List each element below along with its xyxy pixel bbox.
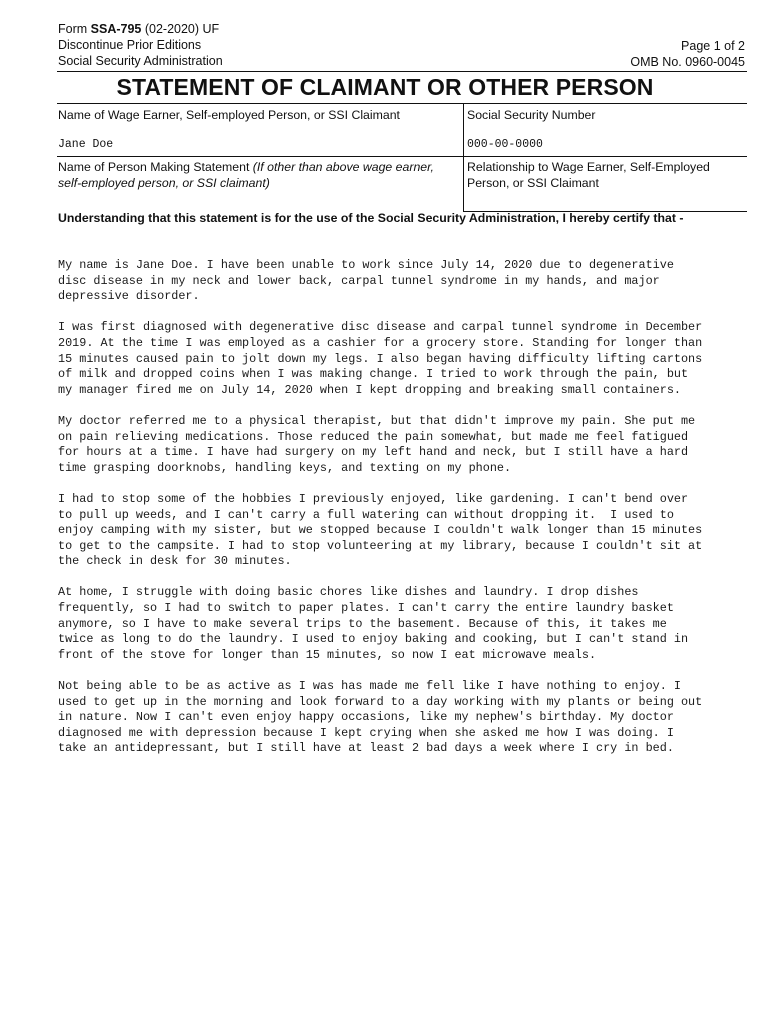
form-edition: (02-2020) UF bbox=[141, 22, 220, 36]
person-label-note: (If other than above wage earner, self-employed person, or SSI claimant) bbox=[58, 160, 434, 190]
person-label-text: Name of Person Making Statement bbox=[58, 160, 253, 174]
person-making-statement-label bbox=[58, 159, 453, 191]
row-divider bbox=[57, 156, 747, 157]
header-divider bbox=[57, 71, 747, 72]
form-header-left bbox=[58, 21, 223, 69]
statement-paragraph: My doctor referred me to a physical therapist, but that didn't improve my pain. She put me on pain relieving medications. Those reduced the pain somewhat, but made me feel fatigued for hours at a time. I have had surgery on my left hand and neck, but I still have a hard time grasping doorknobs, handling keys, and texting on my phone. bbox=[58, 413, 696, 475]
certification-statement: Understanding that this statement is for the use of the Social Security Administration, I hereby certify that - bbox=[58, 211, 684, 225]
wage-earner-field[interactable]: Jane Doe bbox=[58, 138, 114, 151]
statement-paragraph: At home, I struggle with doing basic chores like dishes and laundry. I drop dishes frequently, so I had to switch to paper plates. I can't carry the entire laundry basket anymore, so I have to make several trips to the basement. Because of this, it takes me twice as long to do the laundry. I used to enjoy baking and cooking, but I can't stand in front of the stove for longer than 15 minutes, so now I eat microwave meals. bbox=[58, 585, 689, 662]
column-divider bbox=[463, 104, 464, 211]
statement-paragraph: My name is Jane Doe. I have been unable to work since July 14, 2020 due to degenerative disc disease in my neck and lower back, carpal tunnel syndrome in my hands, and major depressive disorder. bbox=[58, 258, 674, 304]
omb-number: OMB No. 0960-0045 bbox=[630, 55, 745, 69]
ssn-label: Social Security Number bbox=[467, 108, 596, 122]
form-id-line bbox=[58, 21, 223, 37]
form-number: SSA-795 bbox=[90, 22, 142, 36]
form-title: STATEMENT OF CLAIMANT OR OTHER PERSON bbox=[116, 74, 654, 100]
page-number: Page 1 of 2 bbox=[681, 39, 745, 53]
wage-earner-label: Name of Wage Earner, Self-employed Person, or SSI Claimant bbox=[58, 108, 400, 122]
statement-paragraph: I was first diagnosed with degenerative disc disease and carpal tunnel syndrome in December 2019. At the time I was employed as a cashier for a grocery store. Standing for longer than 15 minutes caused pain to jolt down my legs. I also began having difficulty lifting cartons of milk and dropped coins when I was making change. I tried to work through the pain, but my manager fired me on July 14, 2020 when I kept dropping and breaking small containers. bbox=[58, 320, 703, 397]
relationship-label: Relationship to Wage Earner, Self-Employed Person, or SSI Claimant bbox=[467, 160, 710, 190]
discontinue-note: Discontinue Prior Editions bbox=[58, 38, 202, 52]
statement-paragraph: I had to stop some of the hobbies I previously enjoyed, like gardening. I can't bend over to pull up weeds, and I can't carry a full watering can without dropping it. I used to enjoy camping with my sister, but we stopped because I couldn't walk longer than 15 minutes to get to the campsite. I had to stop volunteering at my library, because I couldn't sit at the check in desk for 30 minutes. bbox=[58, 491, 703, 569]
form-prefix: Form bbox=[58, 22, 91, 36]
ssn-field[interactable]: 000-00-0000 bbox=[467, 138, 543, 151]
agency-name: Social Security Administration bbox=[58, 54, 223, 68]
identification-section bbox=[57, 104, 747, 212]
statement-paragraph: Not being able to be as active as I was has made me fell like I have nothing to enjoy. I used to get up in the morning and look forward to a day working with my plants or being out in nature. Now I can't even enjoy happy occasions, like my nephew's birthday. My doctor diagnosed me with depression because I kept crying when she asked me how I was doing. I take an antidepressant, but I still have at least 2 bad days a week where I cry in bed. bbox=[58, 679, 703, 756]
form-header-right bbox=[630, 38, 745, 70]
statement-text-area[interactable] bbox=[58, 258, 758, 773]
